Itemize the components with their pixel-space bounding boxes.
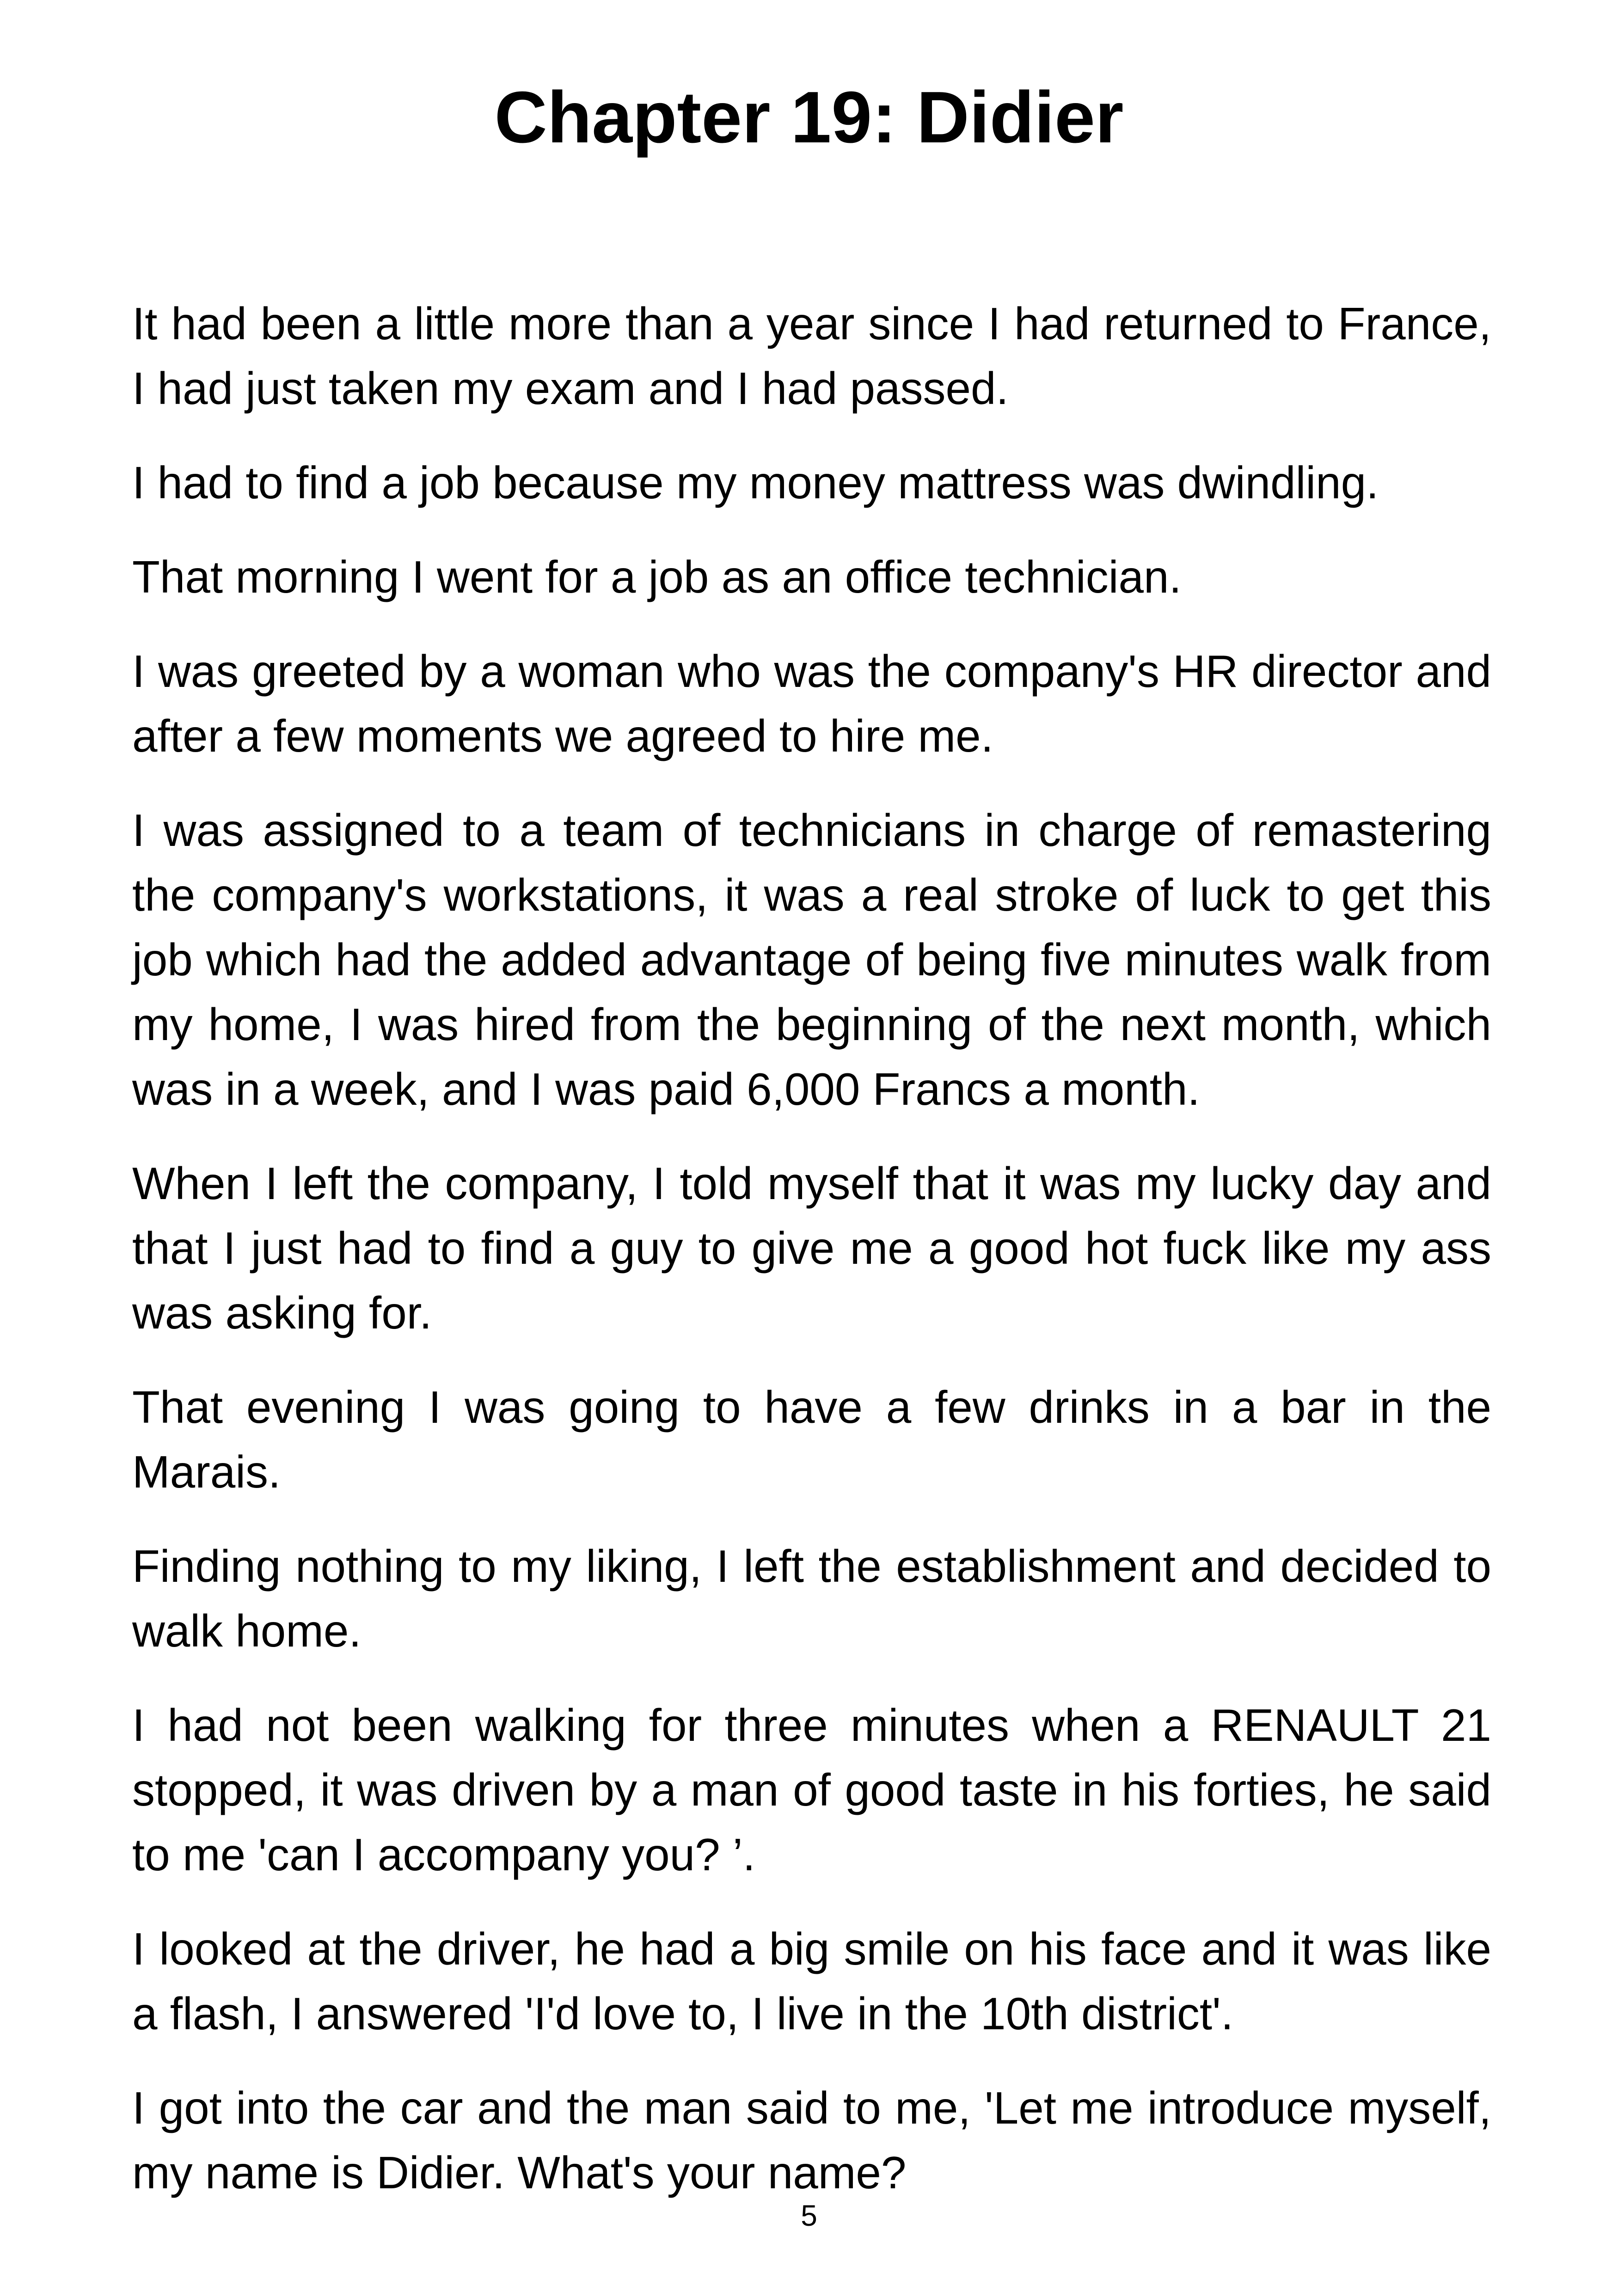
paragraph: I had to find a job because my money mattress was dwindling.	[132, 457, 1379, 508]
page-number: 5	[801, 2199, 817, 2232]
paragraph: When I left the company, I told myself that it was my lucky day and that I just had to find a guy to give me a good hot fuck like my ass was asking for.	[132, 1158, 1491, 1338]
paragraph: I was greeted by a woman who was the company's HR director and after a few moments we agreed to hire me.	[132, 646, 1491, 761]
paragraph: I was assigned to a team of technicians in charge of remastering the company's workstations, it was a real stroke of luck to get this job which had the added advantage of being five minutes walk from my home, I was hired from the beginning of the next month, which was in a week, and I was paid 6,000 Francs a month.	[132, 805, 1491, 1114]
chapter-body	[132, 291, 1491, 2235]
paragraph: That morning I went for a job as an office technician.	[132, 551, 1182, 602]
paragraph: I had not been walking for three minutes when a RENAULT 21 stopped, it was driven by a man of good taste in his forties, he said to me 'can I accompany you? ’.	[132, 1700, 1491, 1880]
paragraph: That evening I was going to have a few drinks in a bar in the Marais.	[132, 1382, 1491, 1497]
paragraph: It had been a little more than a year since I had returned to France, I had just taken my exam and I had passed.	[132, 298, 1491, 414]
paragraph: Finding nothing to my liking, I left the establishment and decided to walk home.	[132, 1541, 1491, 1656]
paragraph: I got into the car and the man said to me, 'Let me introduce myself, my name is Didier. What's your name?	[132, 2082, 1491, 2198]
paragraph: I looked at the driver, he had a big smile on his face and it was like a flash, I answered 'I'd love to, I live in the 10th district'.	[132, 1923, 1491, 2039]
chapter-title: Chapter 19: Didier	[494, 77, 1124, 158]
